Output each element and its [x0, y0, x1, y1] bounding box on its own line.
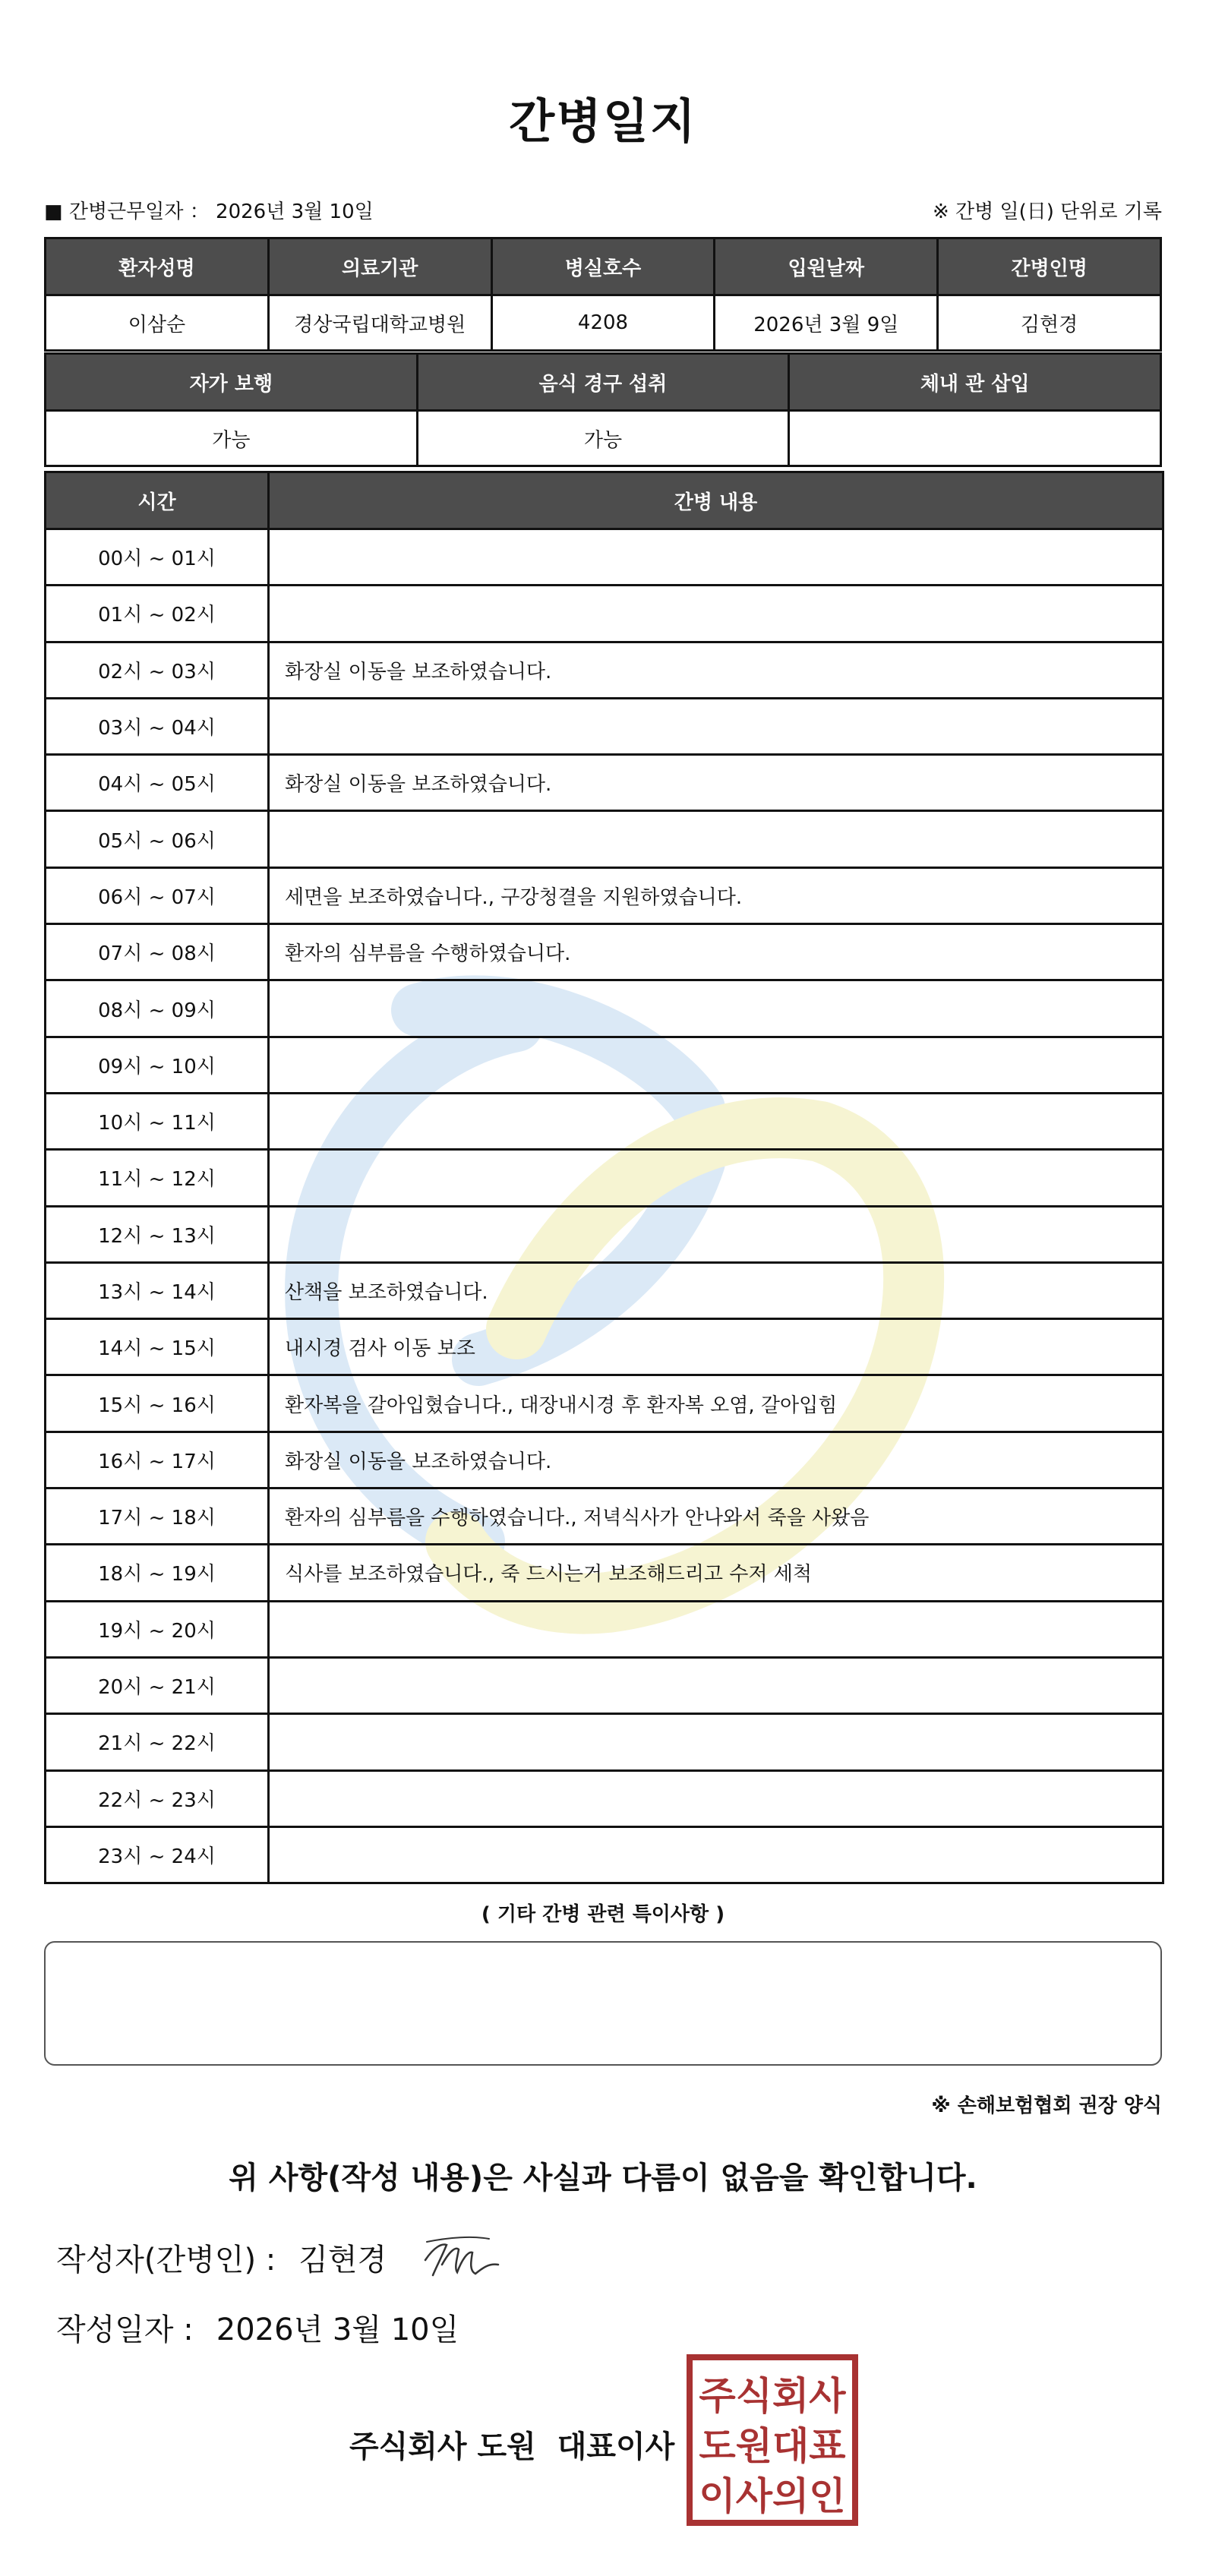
- association-note: ※ 손해보험협회 권장 양식: [931, 2095, 1162, 2117]
- confirmation-statement: 위 사항(작성 내용)은 사실과 다름이 없음을 확인합니다.: [229, 2161, 977, 2196]
- time-slot: 02시 ~ 03시: [46, 642, 269, 698]
- care-log-row: [46, 1545, 1163, 1601]
- writer-label: 작성자(간병인) :: [56, 2243, 276, 2278]
- care-log-row: [46, 1432, 1163, 1488]
- care-content: [269, 1714, 1163, 1770]
- time-slot: 06시 ~ 07시: [46, 867, 269, 923]
- care-log-row: [46, 1657, 1163, 1713]
- care-content: [269, 811, 1163, 867]
- time-slot: 13시 ~ 14시: [46, 1262, 269, 1318]
- care-log-row: [46, 1714, 1163, 1770]
- work-date: ■ 간병근무일자 ： 2026년 3월 10일: [44, 200, 374, 223]
- company-name: 주식회사 도원: [349, 2429, 536, 2464]
- care-log-row: [46, 1770, 1163, 1826]
- document-title: 간병일지: [509, 93, 697, 149]
- care-log-rows: [46, 529, 1163, 1883]
- time-slot: 09시 ~ 10시: [46, 1037, 269, 1093]
- time-slot: 01시 ~ 02시: [46, 586, 269, 642]
- care-content: 환자의 심부름을 수행하였습니다.: [269, 924, 1163, 980]
- admission-date-value: 2026년 3월 9일: [715, 295, 938, 351]
- care-log-row: [46, 1206, 1163, 1262]
- company-title: 대표이사: [557, 2429, 675, 2464]
- time-slot: 11시 ~ 12시: [46, 1150, 269, 1206]
- care-content: 식사를 보조하였습니다., 죽 드시는거 보조해드리고 수저 세척: [269, 1545, 1163, 1601]
- care-log-row: [46, 1826, 1163, 1883]
- patient-info-header-row: [46, 238, 1161, 295]
- written-date-value: 2026년 3월 10일: [216, 2312, 459, 2347]
- self-walking-value: 가능: [46, 411, 418, 466]
- hospital-header: 의료기관: [268, 238, 491, 295]
- oral-intake-value: 가능: [417, 411, 789, 466]
- care-content: 세면을 보조하였습니다., 구강청결을 지원하였습니다.: [269, 867, 1163, 923]
- care-content: [269, 1657, 1163, 1713]
- writer-line: [56, 2236, 387, 2279]
- care-log-row: [46, 1601, 1163, 1657]
- care-log-row: [46, 867, 1163, 923]
- record-note: ※ 간병 일(日) 단위로 기록: [932, 200, 1162, 223]
- time-slot: 04시 ~ 05시: [46, 755, 269, 811]
- care-log-row: [46, 924, 1163, 980]
- care-content: [269, 980, 1163, 1037]
- status-value-row: [46, 411, 1161, 466]
- written-date-line: [56, 2306, 459, 2349]
- signature-icon: [419, 2230, 503, 2283]
- care-log-row: [46, 980, 1163, 1037]
- care-content: 화장실 이동을 보조하였습니다.: [269, 1432, 1163, 1488]
- status-header-row: [46, 354, 1161, 411]
- time-slot: 00시 ~ 01시: [46, 529, 269, 586]
- time-slot: 14시 ~ 15시: [46, 1319, 269, 1375]
- notes-title: ( 기타 간병 관련 특이사항 ): [481, 1903, 725, 1926]
- patient-info-table: [44, 237, 1162, 352]
- time-slot: 18시 ~ 19시: [46, 1545, 269, 1601]
- care-content: 환자복을 갈아입혔습니다., 대장내시경 후 환자복 오염, 갈아입힘: [269, 1375, 1163, 1432]
- care-content: [269, 1150, 1163, 1206]
- time-slot: 07시 ~ 08시: [46, 924, 269, 980]
- time-slot: 16시 ~ 17시: [46, 1432, 269, 1488]
- care-log-row: [46, 642, 1163, 698]
- care-log-row: [46, 1375, 1163, 1432]
- care-log-row: [46, 1488, 1163, 1545]
- notes-box: [44, 1941, 1162, 2066]
- time-slot: 22시 ~ 23시: [46, 1770, 269, 1826]
- admission-date-header: 입원날짜: [715, 238, 938, 295]
- tube-insertion-header: 체내 관 삽입: [789, 354, 1161, 411]
- seal-line-1: 주식회사: [699, 2374, 846, 2418]
- care-content: [269, 1037, 1163, 1093]
- time-slot: 19시 ~ 20시: [46, 1601, 269, 1657]
- care-content: 내시경 검사 이동 보조: [269, 1319, 1163, 1375]
- company-line: [349, 2423, 696, 2466]
- seal-line-2: 도원대표: [699, 2424, 846, 2468]
- care-content: [269, 1093, 1163, 1149]
- care-content-header: 간병 내용: [269, 472, 1163, 529]
- time-slot: 12시 ~ 13시: [46, 1206, 269, 1262]
- room-number-value: 4208: [491, 295, 715, 351]
- care-content: [269, 1826, 1163, 1883]
- meta-row: [44, 191, 1162, 229]
- time-slot: 03시 ~ 04시: [46, 698, 269, 754]
- care-log-row: [46, 1150, 1163, 1206]
- care-log-row: [46, 811, 1163, 867]
- care-content: [269, 586, 1163, 642]
- writer-name: 김현경: [298, 2243, 387, 2278]
- time-slot: 08시 ~ 09시: [46, 980, 269, 1037]
- oral-intake-header: 음식 경구 섭취: [417, 354, 789, 411]
- care-content: 환자의 심부름을 수행하였습니다., 저녁식사가 안나와서 죽을 사왔음: [269, 1488, 1163, 1545]
- care-log-row: [46, 1319, 1163, 1375]
- time-slot: 10시 ~ 11시: [46, 1093, 269, 1149]
- care-content: [269, 698, 1163, 754]
- time-slot: 05시 ~ 06시: [46, 811, 269, 867]
- time-slot: 23시 ~ 24시: [46, 1826, 269, 1883]
- patient-info-value-row: [46, 295, 1161, 351]
- tube-insertion-value: [789, 411, 1161, 466]
- patient-name-value: 이삼순: [46, 295, 269, 351]
- time-slot: 20시 ~ 21시: [46, 1657, 269, 1713]
- care-log-row: [46, 698, 1163, 754]
- room-number-header: 병실호수: [491, 238, 715, 295]
- care-log-row: [46, 755, 1163, 811]
- care-content: [269, 1601, 1163, 1657]
- company-seal-icon: [687, 2354, 858, 2526]
- care-log-row: [46, 1093, 1163, 1149]
- time-slot: 17시 ~ 18시: [46, 1488, 269, 1545]
- care-content: [269, 529, 1163, 586]
- caregiver-name-header: 간병인명: [938, 238, 1161, 295]
- hospital-value: 경상국립대학교병원: [268, 295, 491, 351]
- self-walking-header: 자가 보행: [46, 354, 418, 411]
- care-log-table: [44, 471, 1164, 1884]
- written-date-label: 작성일자 :: [56, 2312, 194, 2347]
- care-log-header-row: [46, 472, 1163, 529]
- time-slot: 15시 ~ 16시: [46, 1375, 269, 1432]
- care-content: 화장실 이동을 보조하였습니다.: [269, 755, 1163, 811]
- care-log-row: [46, 529, 1163, 586]
- care-content: 화장실 이동을 보조하였습니다.: [269, 642, 1163, 698]
- seal-line-3: 이사의인: [699, 2474, 846, 2518]
- status-table: [44, 352, 1162, 467]
- care-content: [269, 1770, 1163, 1826]
- care-log-row: [46, 1037, 1163, 1093]
- time-slot: 21시 ~ 22시: [46, 1714, 269, 1770]
- care-content: 산책을 보조하였습니다.: [269, 1262, 1163, 1318]
- care-log-row: [46, 586, 1163, 642]
- time-header: 시간: [46, 472, 269, 529]
- care-content: [269, 1206, 1163, 1262]
- patient-name-header: 환자성명: [46, 238, 269, 295]
- care-log-row: [46, 1262, 1163, 1318]
- caregiver-name-value: 김현경: [938, 295, 1161, 351]
